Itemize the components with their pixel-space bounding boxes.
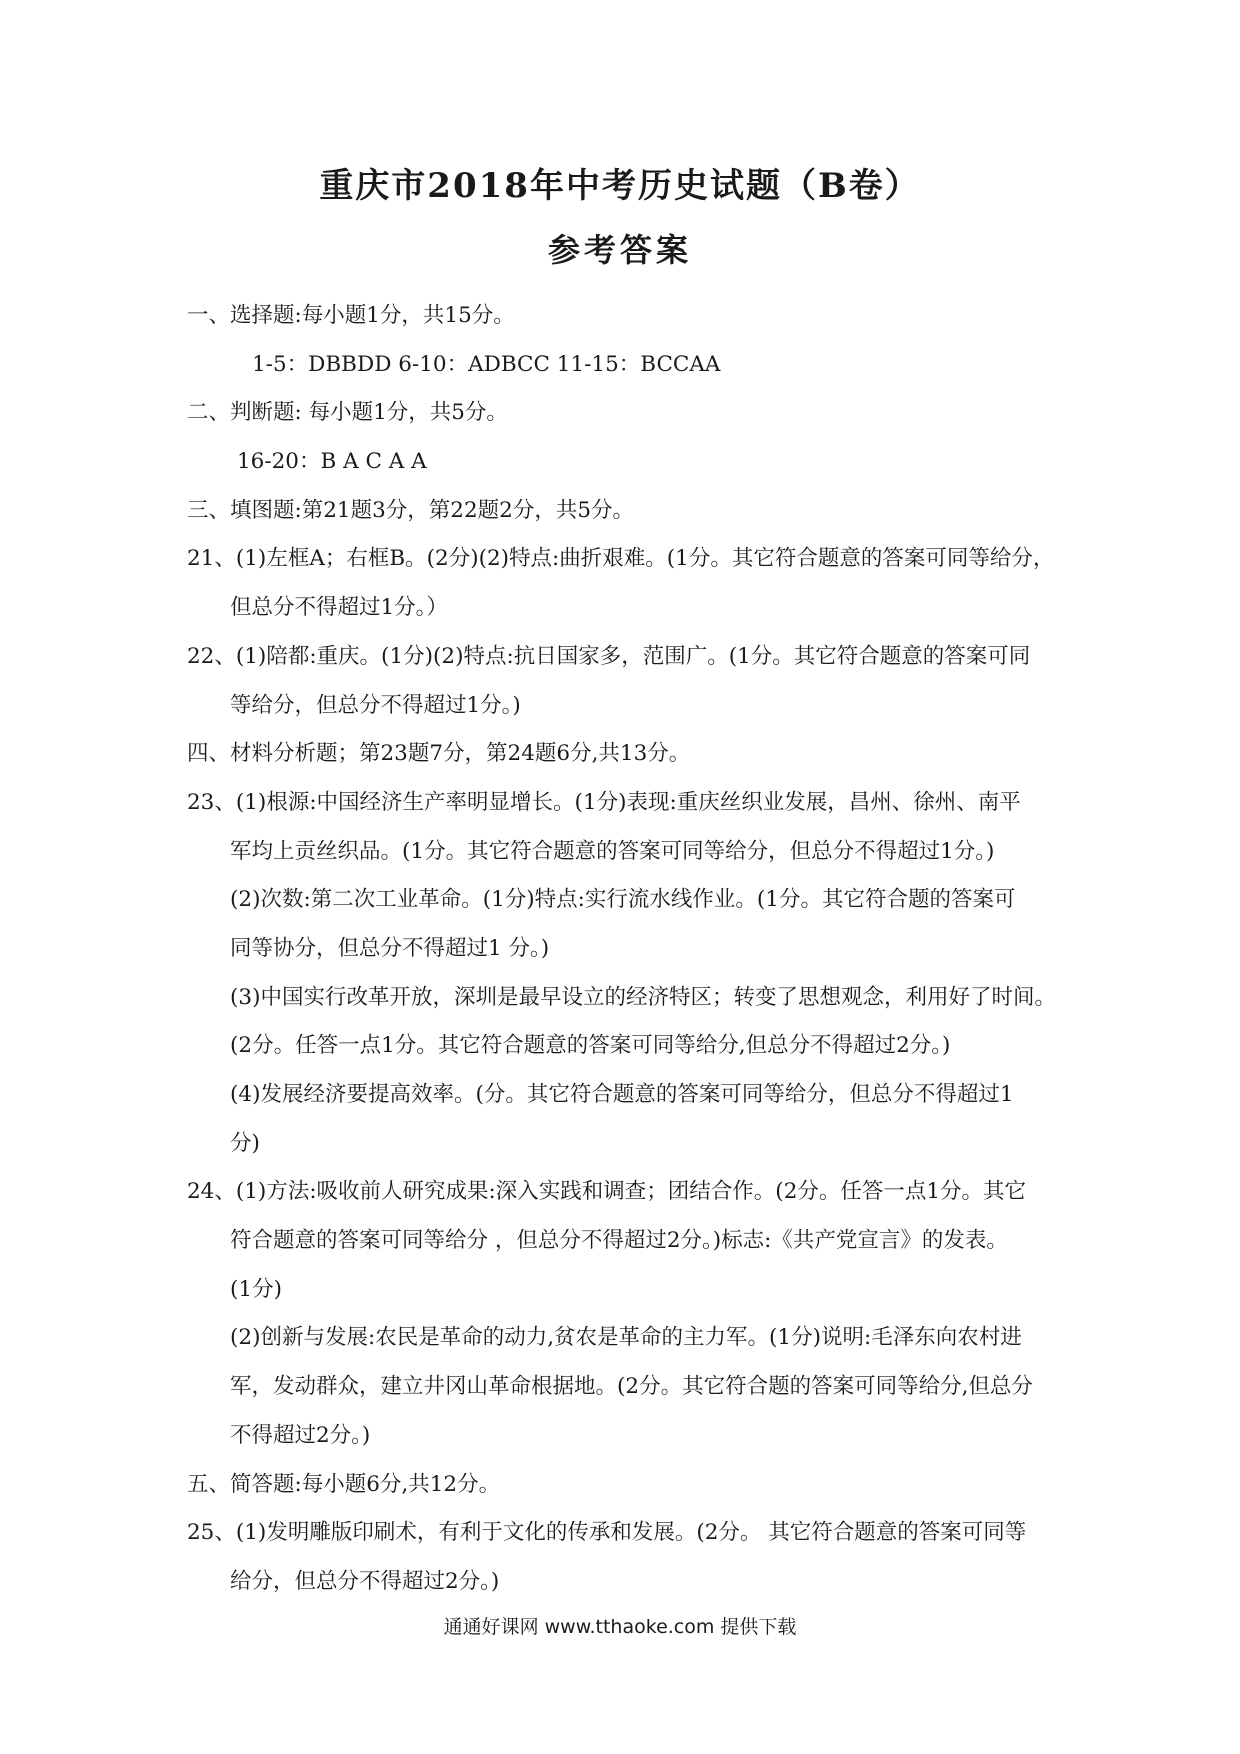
answer-line: (2)创新与发展:农民是革命的动力,贫农是革命的主力军。(1分)说明:毛泽东向农村进 — [230, 1325, 1022, 1351]
section-heading: 三、填图题:第21题3分，第22题2分，共5分。 — [187, 497, 634, 523]
answer-body — [187, 292, 1067, 1607]
answer-line: 22、(1)陪都:重庆。(1分)(2)特点:抗日国家多，范围广。(1分。其它符合题意的答案可同 — [187, 643, 1031, 669]
section-heading: 五、简答题:每小题6分,共12分。 — [187, 1471, 501, 1497]
answer-line: 1-5：DBBDD 6-10：ADBCC 11-15：BCCAA — [252, 351, 721, 377]
section-heading: 一、选择题:每小题1分，共15分。 — [187, 303, 515, 328]
answer-line: (1分) — [230, 1276, 282, 1302]
answer-line: 25、(1)发明雕版印刷术，有利于文化的传承和发展。(2分。 其它符合题意的答案可同等 — [187, 1520, 1027, 1546]
answer-line: (2)次数:第二次工业革命。(1分)特点:实行流水线作业。(1分。其它符合题的答案可 — [230, 887, 1016, 913]
answer-line: 同等协分，但总分不得超过1 分。) — [230, 935, 550, 961]
answer-line: 分) — [230, 1130, 260, 1156]
page-footer: 通通好课网 www.tthaoke.com 提供下载 — [443, 1616, 797, 1638]
answer-line: 但总分不得超过1分。） — [230, 595, 448, 621]
answer-line: (4)发展经济要提高效率。(分。其它符合题意的答案可同等给分，但总分不得超过1 — [230, 1082, 1014, 1107]
answer-line: 符合题意的答案可同等给分 ，但总分不得超过2分。)标志:《共产党宣言》的发表。 — [230, 1228, 1008, 1254]
answer-line: 不得超过2分。) — [230, 1422, 371, 1448]
document-title: 重庆市2018年中考历史试题（B卷） — [319, 166, 921, 206]
answer-line: 军均上贡丝织品。(1分。其它符合题意的答案可同等给分，但总分不得超过1分。) — [230, 838, 995, 864]
answer-line: (3)中国实行改革开放，深圳是最早设立的经济特区；转变了思想观念，利用好了时间。 — [230, 984, 1056, 1010]
answer-line: 21、(1)左框A；右框B。(2分)(2)特点:曲折艰难。(1分。其它符合题意的答案可同等给分， — [187, 546, 1055, 572]
document-subtitle: 参考答案 — [547, 231, 692, 269]
answer-line: 军，发动群众，建立井冈山革命根据地。(2分。其它符合题的答案可同等给分,但总分 — [230, 1374, 1033, 1400]
answer-line: 24、(1)方法:吸收前人研究成果:深入实践和调查；团结合作。(2分。任答一点1分。其它 — [187, 1179, 1027, 1205]
answer-line: 等给分，但总分不得超过1分。) — [230, 692, 521, 718]
answer-line: 16-20：B A C A A — [237, 449, 427, 475]
section-heading: 二、判断题: 每小题1分，共5分。 — [187, 400, 508, 426]
answer-line: 给分，但总分不得超过2分。) — [230, 1568, 500, 1594]
section-heading: 四、材料分析题；第23题7分，第24题6分,共13分。 — [187, 741, 691, 767]
answer-line: (2分。任答一点1分。其它符合题意的答案可同等给分,但总分不得超过2分。) — [230, 1033, 951, 1059]
answer-line: 23、(1)根源:中国经济生产率明显增长。(1分)表现:重庆丝织业发展，昌州、徐州、南平 — [187, 789, 1021, 815]
